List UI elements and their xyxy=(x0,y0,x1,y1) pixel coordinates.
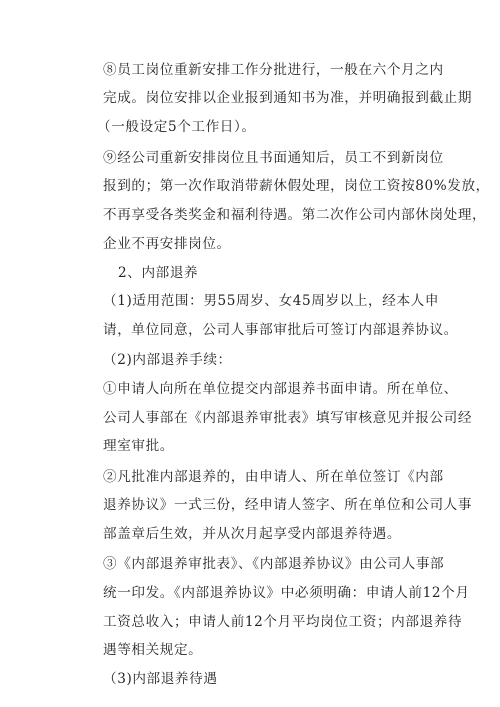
text-line: 不再享受各类奖金和福利待遇。第二次作公司内部休岗处理， xyxy=(103,207,487,223)
text-line: 统一印发。《内部退养协议》中必须明确：申请人前12个月 xyxy=(103,585,470,601)
text-line: ⑧员工岗位重新安排工作分批进行，一般在六个月之内 xyxy=(103,62,444,78)
text-line: 工资总收入；申请人前12个月平均岗位工资；内部退养待 xyxy=(103,614,463,630)
text-line: 部盖章后生效，并从次月起享受内部退养待遇。 xyxy=(103,526,402,542)
text-line: ⑨经公司重新安排岗位且书面通知后，员工不到新岗位 xyxy=(103,150,444,166)
text-line: 完成。岗位安排以企业报到通知书为准，并明确报到截止期 xyxy=(103,90,473,106)
text-line: （一般设定5个工作日）。 xyxy=(97,119,256,135)
text-line: ③《内部退养审批表》、《内部退养协议》由公司人事部 xyxy=(103,556,445,572)
text-line: 公司人事部在《内部退养审批表》填写审核意见并报公司经 xyxy=(103,410,473,426)
text-line: 退养协议》一式三份，经申请人签字、所在单位和公司人事 xyxy=(103,497,473,513)
section-heading: 2、内部退养 xyxy=(118,265,199,281)
text-line: 遇等相关规定。 xyxy=(103,642,203,658)
text-line: （2)内部退养手续： xyxy=(103,352,232,368)
text-line: 报到的；第一次作取消带薪休假处理，岗位工资按80%发放， xyxy=(103,178,490,194)
text-line: 请，单位同意，公司人事部审批后可签订内部退养协议。 xyxy=(103,322,458,338)
text-line: 企业不再安排岗位。 xyxy=(103,236,231,252)
text-line: （3)内部退养待遇 xyxy=(103,671,218,687)
text-line: ①申请人向所在单位提交内部退养书面申请。所在单位、 xyxy=(103,381,458,397)
text-line: 理室审批。 xyxy=(103,438,174,454)
text-line: （1)适用范围：男55周岁、女45周岁以上，经本人申 xyxy=(103,293,440,309)
text-line: ②凡批准内部退养的，由申请人、所在单位签订《内部 xyxy=(103,469,444,485)
